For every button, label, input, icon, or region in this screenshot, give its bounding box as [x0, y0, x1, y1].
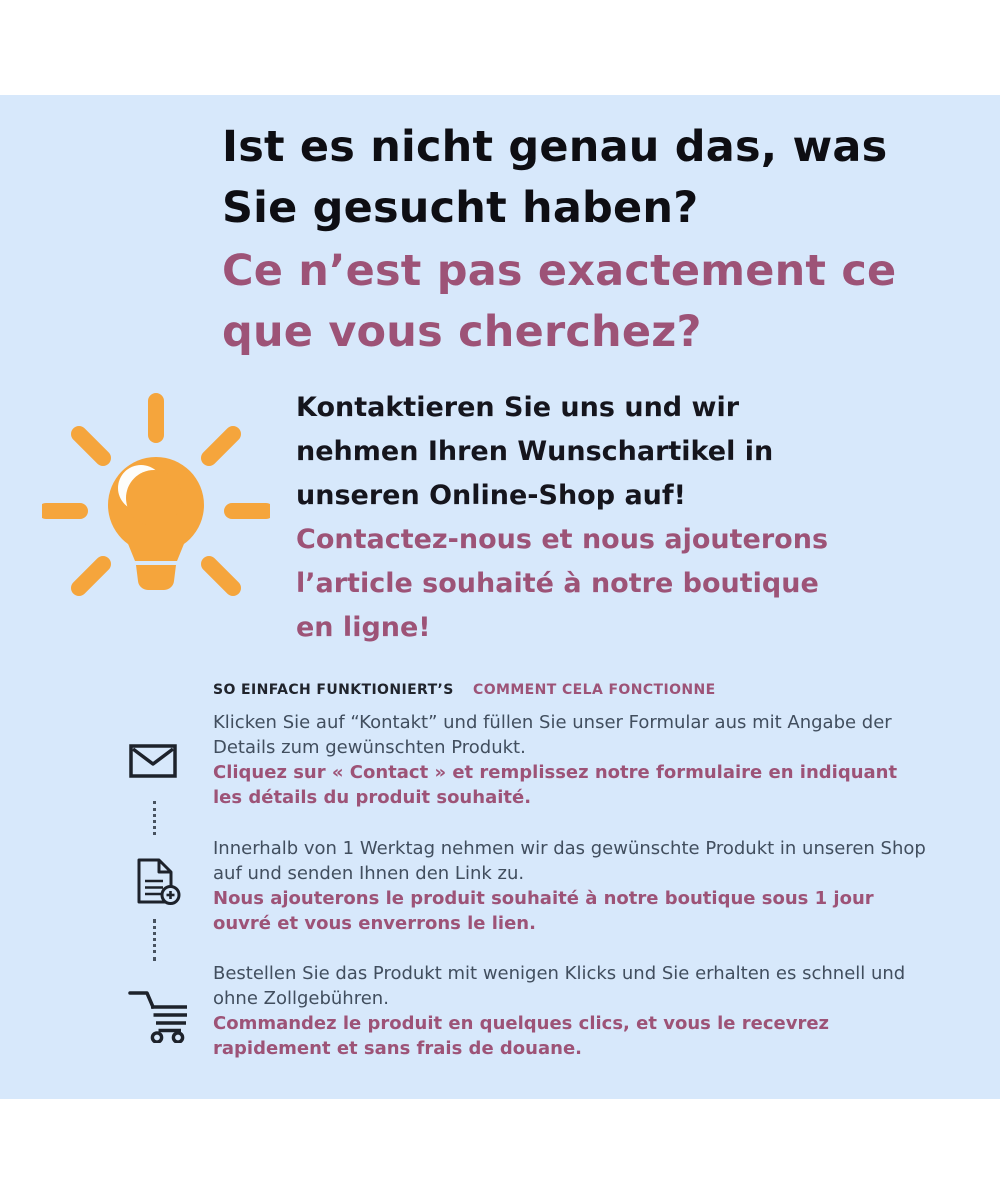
intro-french	[296, 518, 828, 650]
intro-french-line2: l’article souhaité à notre boutique	[296, 568, 819, 599]
envelope-icon	[129, 744, 177, 778]
cart-icon	[126, 987, 190, 1043]
intro-german-line1: Kontaktieren Sie uns und wir	[296, 392, 740, 423]
dotted-connector-1	[153, 801, 156, 835]
dotted-connector-2	[153, 919, 156, 961]
heading-french	[222, 241, 896, 363]
heading-french-line1: Ce n’est pas exactement ce	[222, 246, 897, 296]
heading-german	[222, 117, 887, 239]
intro-german	[296, 386, 828, 518]
heading-german-line1: Ist es nicht genau das, was	[222, 122, 888, 172]
how-it-works-title	[213, 682, 716, 698]
lightbulb-icon	[42, 393, 270, 603]
document-add-icon	[131, 858, 181, 908]
step-3	[213, 961, 928, 1061]
promo-panel	[0, 95, 1000, 1099]
intro-paragraph	[296, 386, 828, 650]
intro-german-line3: unseren Online-Shop auf!	[296, 480, 686, 511]
heading-french-line2: que vous cherchez?	[222, 307, 702, 357]
step-2-text-german: Innerhalb von 1 Werktag nehmen wir das gewünschte Produkt in unseren Shop auf und senden Ihnen den Link zu.	[213, 838, 926, 884]
step-1-text-french: Cliquez sur « Contact » et remplissez notre formulaire en indiquant les détails du produit souhaité.	[213, 762, 898, 808]
step-2	[213, 836, 928, 936]
intro-french-line3: en ligne!	[296, 612, 431, 643]
how-it-works-title-german: SO EINFACH FUNKTIONIERT’S	[213, 682, 454, 698]
step-1-text-german: Klicken Sie auf “Kontakt” und füllen Sie unser Formular aus mit Angabe der Details zum gewünschten Produkt.	[213, 712, 892, 758]
intro-german-line2: nehmen Ihren Wunschartikel in	[296, 436, 774, 467]
step-1	[213, 710, 928, 810]
heading-german-line2: Sie gesucht haben?	[222, 183, 699, 233]
step-3-text-german: Bestellen Sie das Produkt mit wenigen Klicks und Sie erhalten es schnell und ohne Zollgebühren.	[213, 963, 906, 1009]
intro-french-line1: Contactez-nous et nous ajouterons	[296, 524, 829, 555]
step-3-text-french: Commandez le produit en quelques clics, et vous le recevrez rapidement et sans frais de douane.	[213, 1013, 830, 1059]
how-it-works-title-french: COMMENT CELA FONCTIONNE	[473, 682, 716, 698]
step-2-text-french: Nous ajouterons le produit souhaité à notre boutique sous 1 jour ouvré et vous enverrons le lien.	[213, 888, 874, 934]
